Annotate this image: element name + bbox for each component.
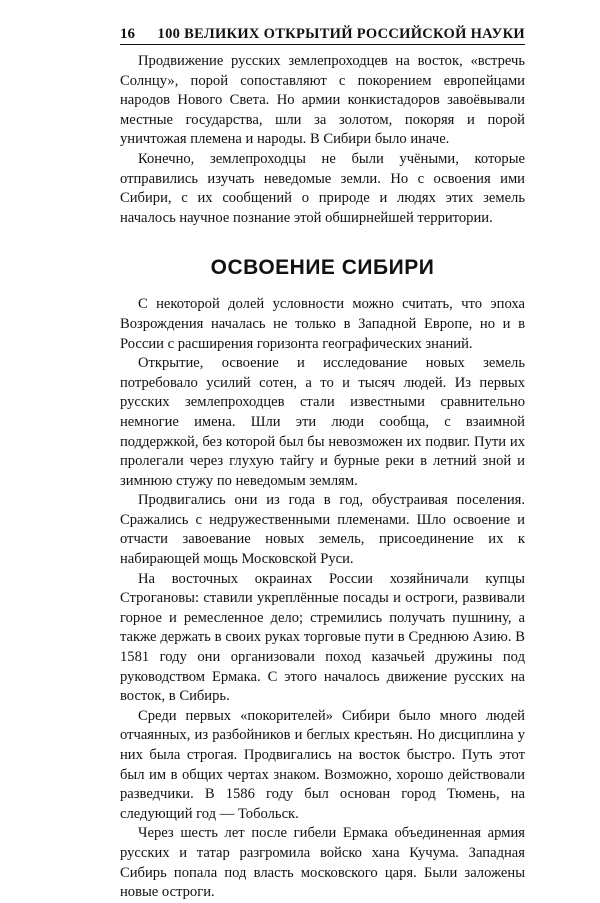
body-paragraph: Конечно, землепроходцы не были учёными, которые отправились изучать неведомые земли. Но с освоения ими Сибири, с их сообщений о природе и людях этих земель началось научное познание этой обширнейшей территории. [120, 150, 525, 226]
page-body [120, 52, 525, 903]
running-title: 100 ВЕЛИКИХ ОТКРЫТИЙ РОССИЙСКОЙ НАУКИ [157, 26, 525, 42]
body-paragraph: Через шесть лет после гибели Ермака объединенная армия русских и татар разгромила войско хана Кучума. Западная Сибирь попала под власть московского царя. Были заложены новые остроги. [120, 825, 525, 901]
body-paragraph: На восточных окраинах России хозяйничали купцы Строгановы: ставили укреплённые посады и остроги, развивали горное и ремесленное дело; стремились получать пушнину, а также держать в своих руках торговые пути в Среднюю Азию. В 1581 году они организовали поход казачьей дружины под руководством Ермака. С этого началось движение русских на восток, в Сибирь. [120, 570, 525, 705]
body-paragraph: Продвигались они из года в год, обустраивая поселения. Сражались с недружественными племенами. Шло освоение и отчасти завоевание новых земель, присоединение их к набирающей мощь Московской Руси. [120, 492, 525, 568]
body-paragraph: Продвижение русских землепроходцев на восток, «встречь Солнцу», порой сопоставляют с покорением европейцами народов Нового Света. Но армии конкистадоров завоёвывали местные государства, шли за золотом, покоряя и порой уничтожая племена и народы. В Сибири было иначе. [120, 53, 525, 148]
running-header [120, 26, 525, 45]
body-paragraph: Открытие, освоение и исследование новых земель потребовало усилий сотен, а то и тысяч людей. Из первых русских землепроходцев стали известными сравнительно немногие имена. Шли эти люди сообща, с взаимной поддержкой, без которой был бы невозможен их подвиг. Пути их пролегали через глухую тайгу и бурные реки в летний зной и зимнюю стужу по неведомым землям. [120, 355, 525, 489]
page-number: 16 [120, 26, 135, 42]
body-paragraph: Среди первых «покорителей» Сибири было много людей отчаянных, из разбойников и беглых крестьян. Но дисциплина у них была строгая. Продвигались на восток быстро. Путь этот был им в общих чертах знаком. Возможно, хорошо действовали разведчики. В 1586 году был основан город Тюмень, на следующий год — Тобольск. [120, 707, 525, 822]
section-heading: ОСВОЕНИЕ СИБИРИ [210, 256, 435, 280]
body-paragraph: С некоторой долей условности можно считать, что эпоха Возрождения началась не только в Западной Европе, но и в России с расширения горизонта географических знаний. [120, 296, 525, 352]
